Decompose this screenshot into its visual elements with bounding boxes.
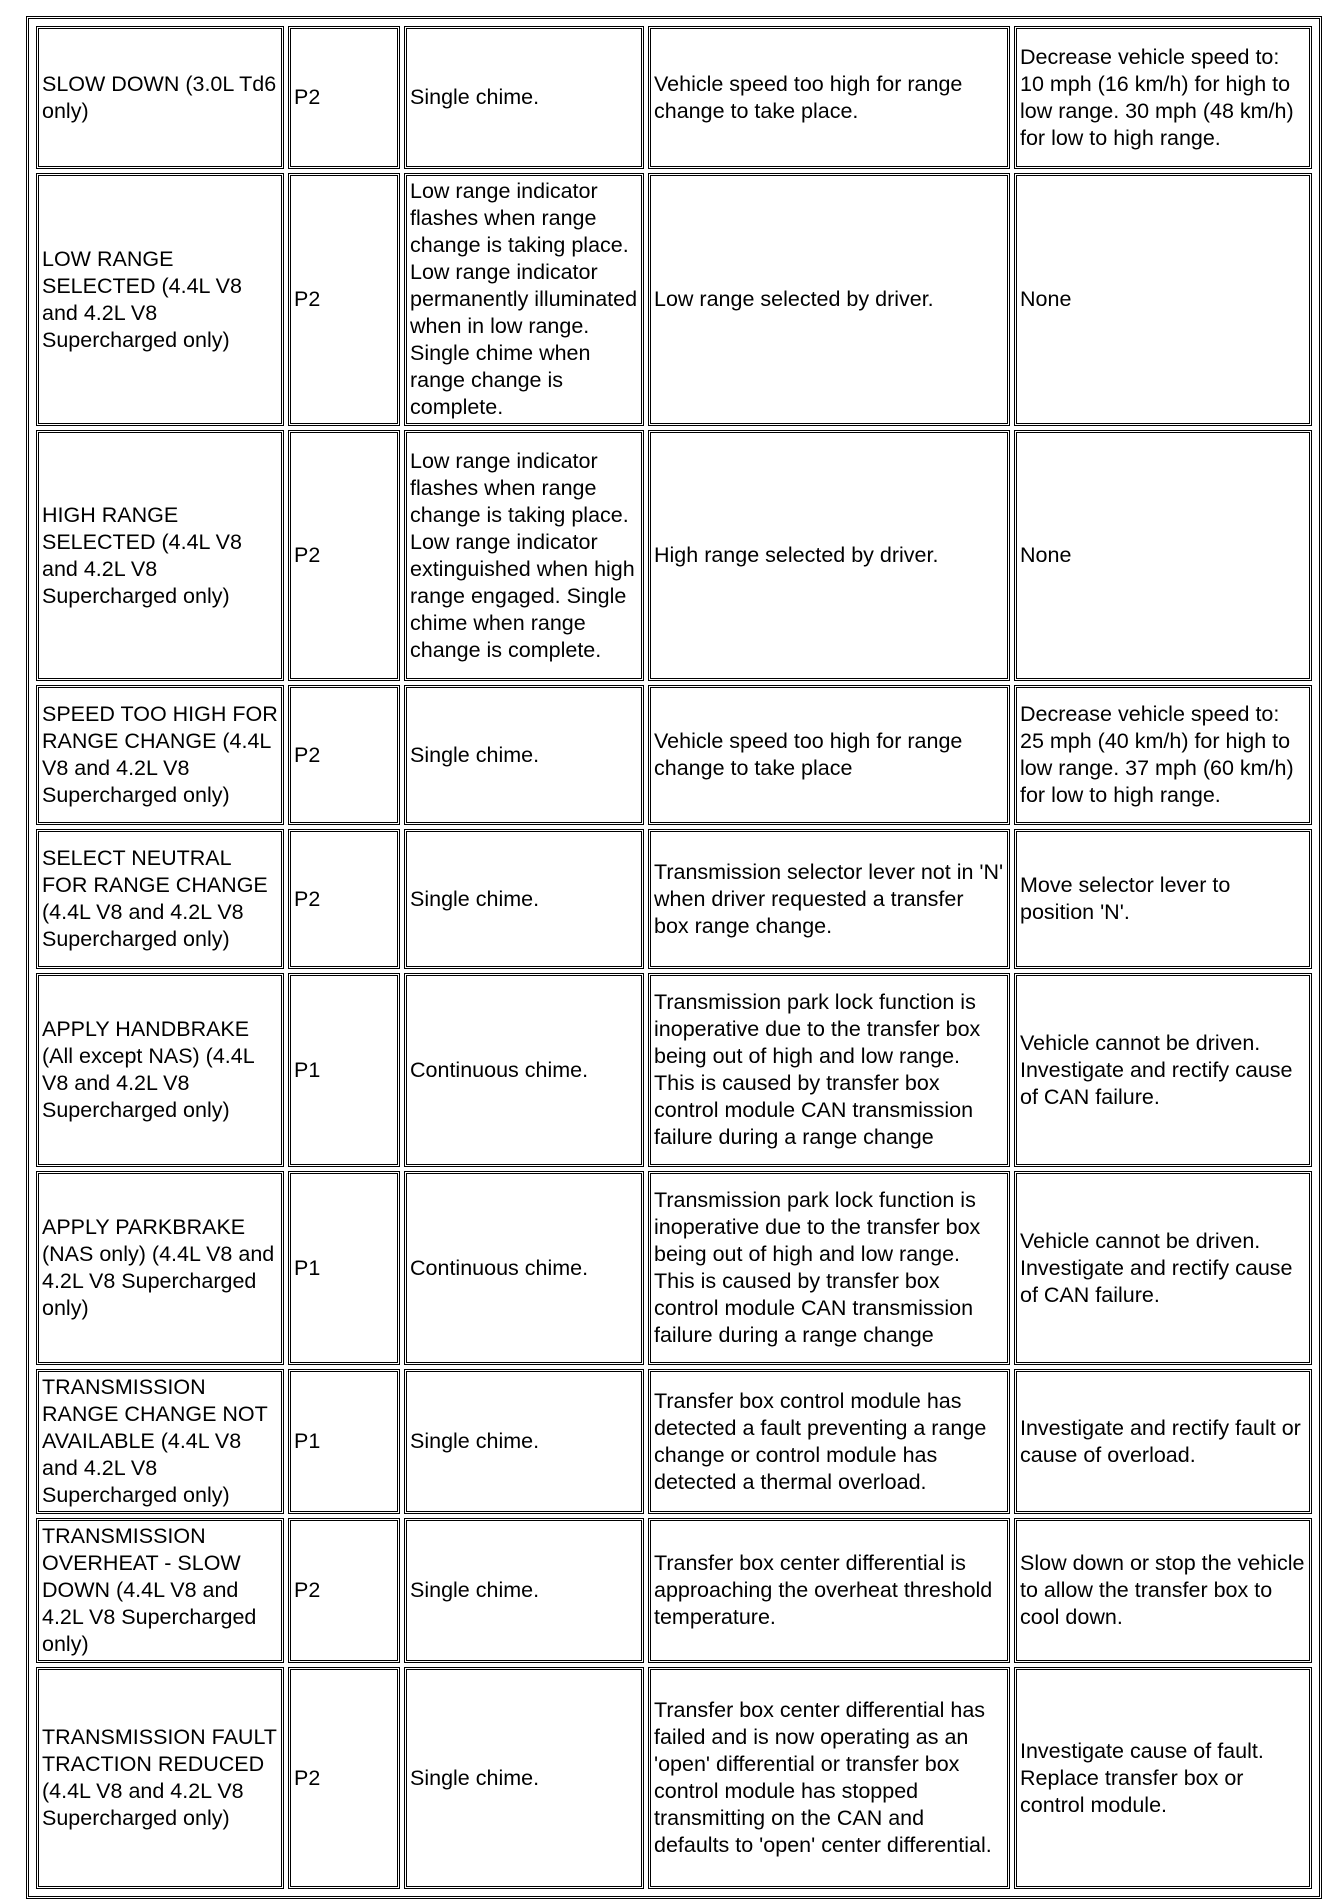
table-row xyxy=(36,973,1312,1167)
message-cell: APPLY PARKBRAKE (NAS only) (4.4L V8 and 4.2L V8 Supercharged only) xyxy=(36,1171,284,1365)
action-cell: Investigate cause of fault. Replace transfer box or control module. xyxy=(1014,1667,1312,1889)
cause-cell: Vehicle speed too high for range change to take place xyxy=(648,685,1010,825)
priority-cell: P2 xyxy=(288,1518,400,1663)
audio-visual-cell: Single chime. xyxy=(404,685,644,825)
audio-visual-cell: Single chime. xyxy=(404,1518,644,1663)
audio-visual-cell: Single chime. xyxy=(404,26,644,169)
table-row xyxy=(36,829,1312,969)
priority-cell: P2 xyxy=(288,829,400,969)
table-row xyxy=(36,173,1312,426)
priority-cell: P1 xyxy=(288,1171,400,1365)
priority-cell: P2 xyxy=(288,1667,400,1889)
audio-visual-cell: Continuous chime. xyxy=(404,1171,644,1365)
priority-cell: P2 xyxy=(288,173,400,426)
cause-cell: Low range selected by driver. xyxy=(648,173,1010,426)
message-cell: APPLY HANDBRAKE (All except NAS) (4.4L V8 and 4.2L V8 Supercharged only) xyxy=(36,973,284,1167)
message-cell: SLOW DOWN (3.0L Td6 only) xyxy=(36,26,284,169)
action-cell: Slow down or stop the vehicle to allow the transfer box to cool down. xyxy=(1014,1518,1312,1663)
message-cell: LOW RANGE SELECTED (4.4L V8 and 4.2L V8 Supercharged only) xyxy=(36,173,284,426)
message-cell: SELECT NEUTRAL FOR RANGE CHANGE (4.4L V8 and 4.2L V8 Supercharged only) xyxy=(36,829,284,969)
message-table xyxy=(32,22,1316,1893)
message-cell: TRANSMISSION FAULT TRACTION REDUCED (4.4L V8 and 4.2L V8 Supercharged only) xyxy=(36,1667,284,1889)
priority-cell: P2 xyxy=(288,430,400,681)
table-row xyxy=(36,430,1312,681)
message-cell: HIGH RANGE SELECTED (4.4L V8 and 4.2L V8 Supercharged only) xyxy=(36,430,284,681)
audio-visual-cell: Single chime. xyxy=(404,829,644,969)
audio-visual-cell: Single chime. xyxy=(404,1667,644,1889)
message-cell: TRANSMISSION OVERHEAT - SLOW DOWN (4.4L V8 and 4.2L V8 Supercharged only) xyxy=(36,1518,284,1663)
table-row xyxy=(36,685,1312,825)
audio-visual-cell: Continuous chime. xyxy=(404,973,644,1167)
action-cell: Investigate and rectify fault or cause of overload. xyxy=(1014,1369,1312,1514)
cause-cell: Transmission selector lever not in 'N' when driver requested a transfer box range change. xyxy=(648,829,1010,969)
cause-cell: Transmission park lock function is inoperative due to the transfer box being out of high and low range. This is caused by transfer box control module CAN transmission failure during a range change xyxy=(648,1171,1010,1365)
table-row xyxy=(36,1171,1312,1365)
priority-cell: P2 xyxy=(288,685,400,825)
priority-cell: P1 xyxy=(288,973,400,1167)
table-row xyxy=(36,26,1312,169)
action-cell: Move selector lever to position 'N'. xyxy=(1014,829,1312,969)
action-cell: None xyxy=(1014,430,1312,681)
cause-cell: Transfer box center differential has failed and is now operating as an 'open' differential or transfer box control module has stopped transmitting on the CAN and defaults to 'open' center differential. xyxy=(648,1667,1010,1889)
priority-cell: P2 xyxy=(288,26,400,169)
cause-cell: Transfer box control module has detected a fault preventing a range change or control module has detected a thermal overload. xyxy=(648,1369,1010,1514)
message-cell: SPEED TOO HIGH FOR RANGE CHANGE (4.4L V8 and 4.2L V8 Supercharged only) xyxy=(36,685,284,825)
action-cell: Vehicle cannot be driven. Investigate and rectify cause of CAN failure. xyxy=(1014,973,1312,1167)
action-cell: None xyxy=(1014,173,1312,426)
priority-cell: P1 xyxy=(288,1369,400,1514)
action-cell: Decrease vehicle speed to: 10 mph (16 km/h) for high to low range. 30 mph (48 km/h) for low to high range. xyxy=(1014,26,1312,169)
audio-visual-cell: Single chime. xyxy=(404,1369,644,1514)
cause-cell: Transmission park lock function is inoperative due to the transfer box being out of high and low range. This is caused by transfer box control module CAN transmission failure during a range change xyxy=(648,973,1010,1167)
cause-cell: High range selected by driver. xyxy=(648,430,1010,681)
table-row xyxy=(36,1667,1312,1889)
message-cell: TRANSMISSION RANGE CHANGE NOT AVAILABLE (4.4L V8 and 4.2L V8 Supercharged only) xyxy=(36,1369,284,1514)
cause-cell: Transfer box center differential is approaching the overheat threshold temperature. xyxy=(648,1518,1010,1663)
cause-cell: Vehicle speed too high for range change to take place. xyxy=(648,26,1010,169)
action-cell: Decrease vehicle speed to: 25 mph (40 km/h) for high to low range. 37 mph (60 km/h) for low to high range. xyxy=(1014,685,1312,825)
audio-visual-cell: Low range indicator flashes when range change is taking place. Low range indicator extinguished when high range engaged. Single chime when range change is complete. xyxy=(404,430,644,681)
table-row xyxy=(36,1518,1312,1663)
action-cell: Vehicle cannot be driven. Investigate and rectify cause of CAN failure. xyxy=(1014,1171,1312,1365)
table-row xyxy=(36,1369,1312,1514)
message-table-page xyxy=(26,16,1322,1899)
audio-visual-cell: Low range indicator flashes when range change is taking place. Low range indicator permanently illuminated when in low range. Single chime when range change is complete. xyxy=(404,173,644,426)
